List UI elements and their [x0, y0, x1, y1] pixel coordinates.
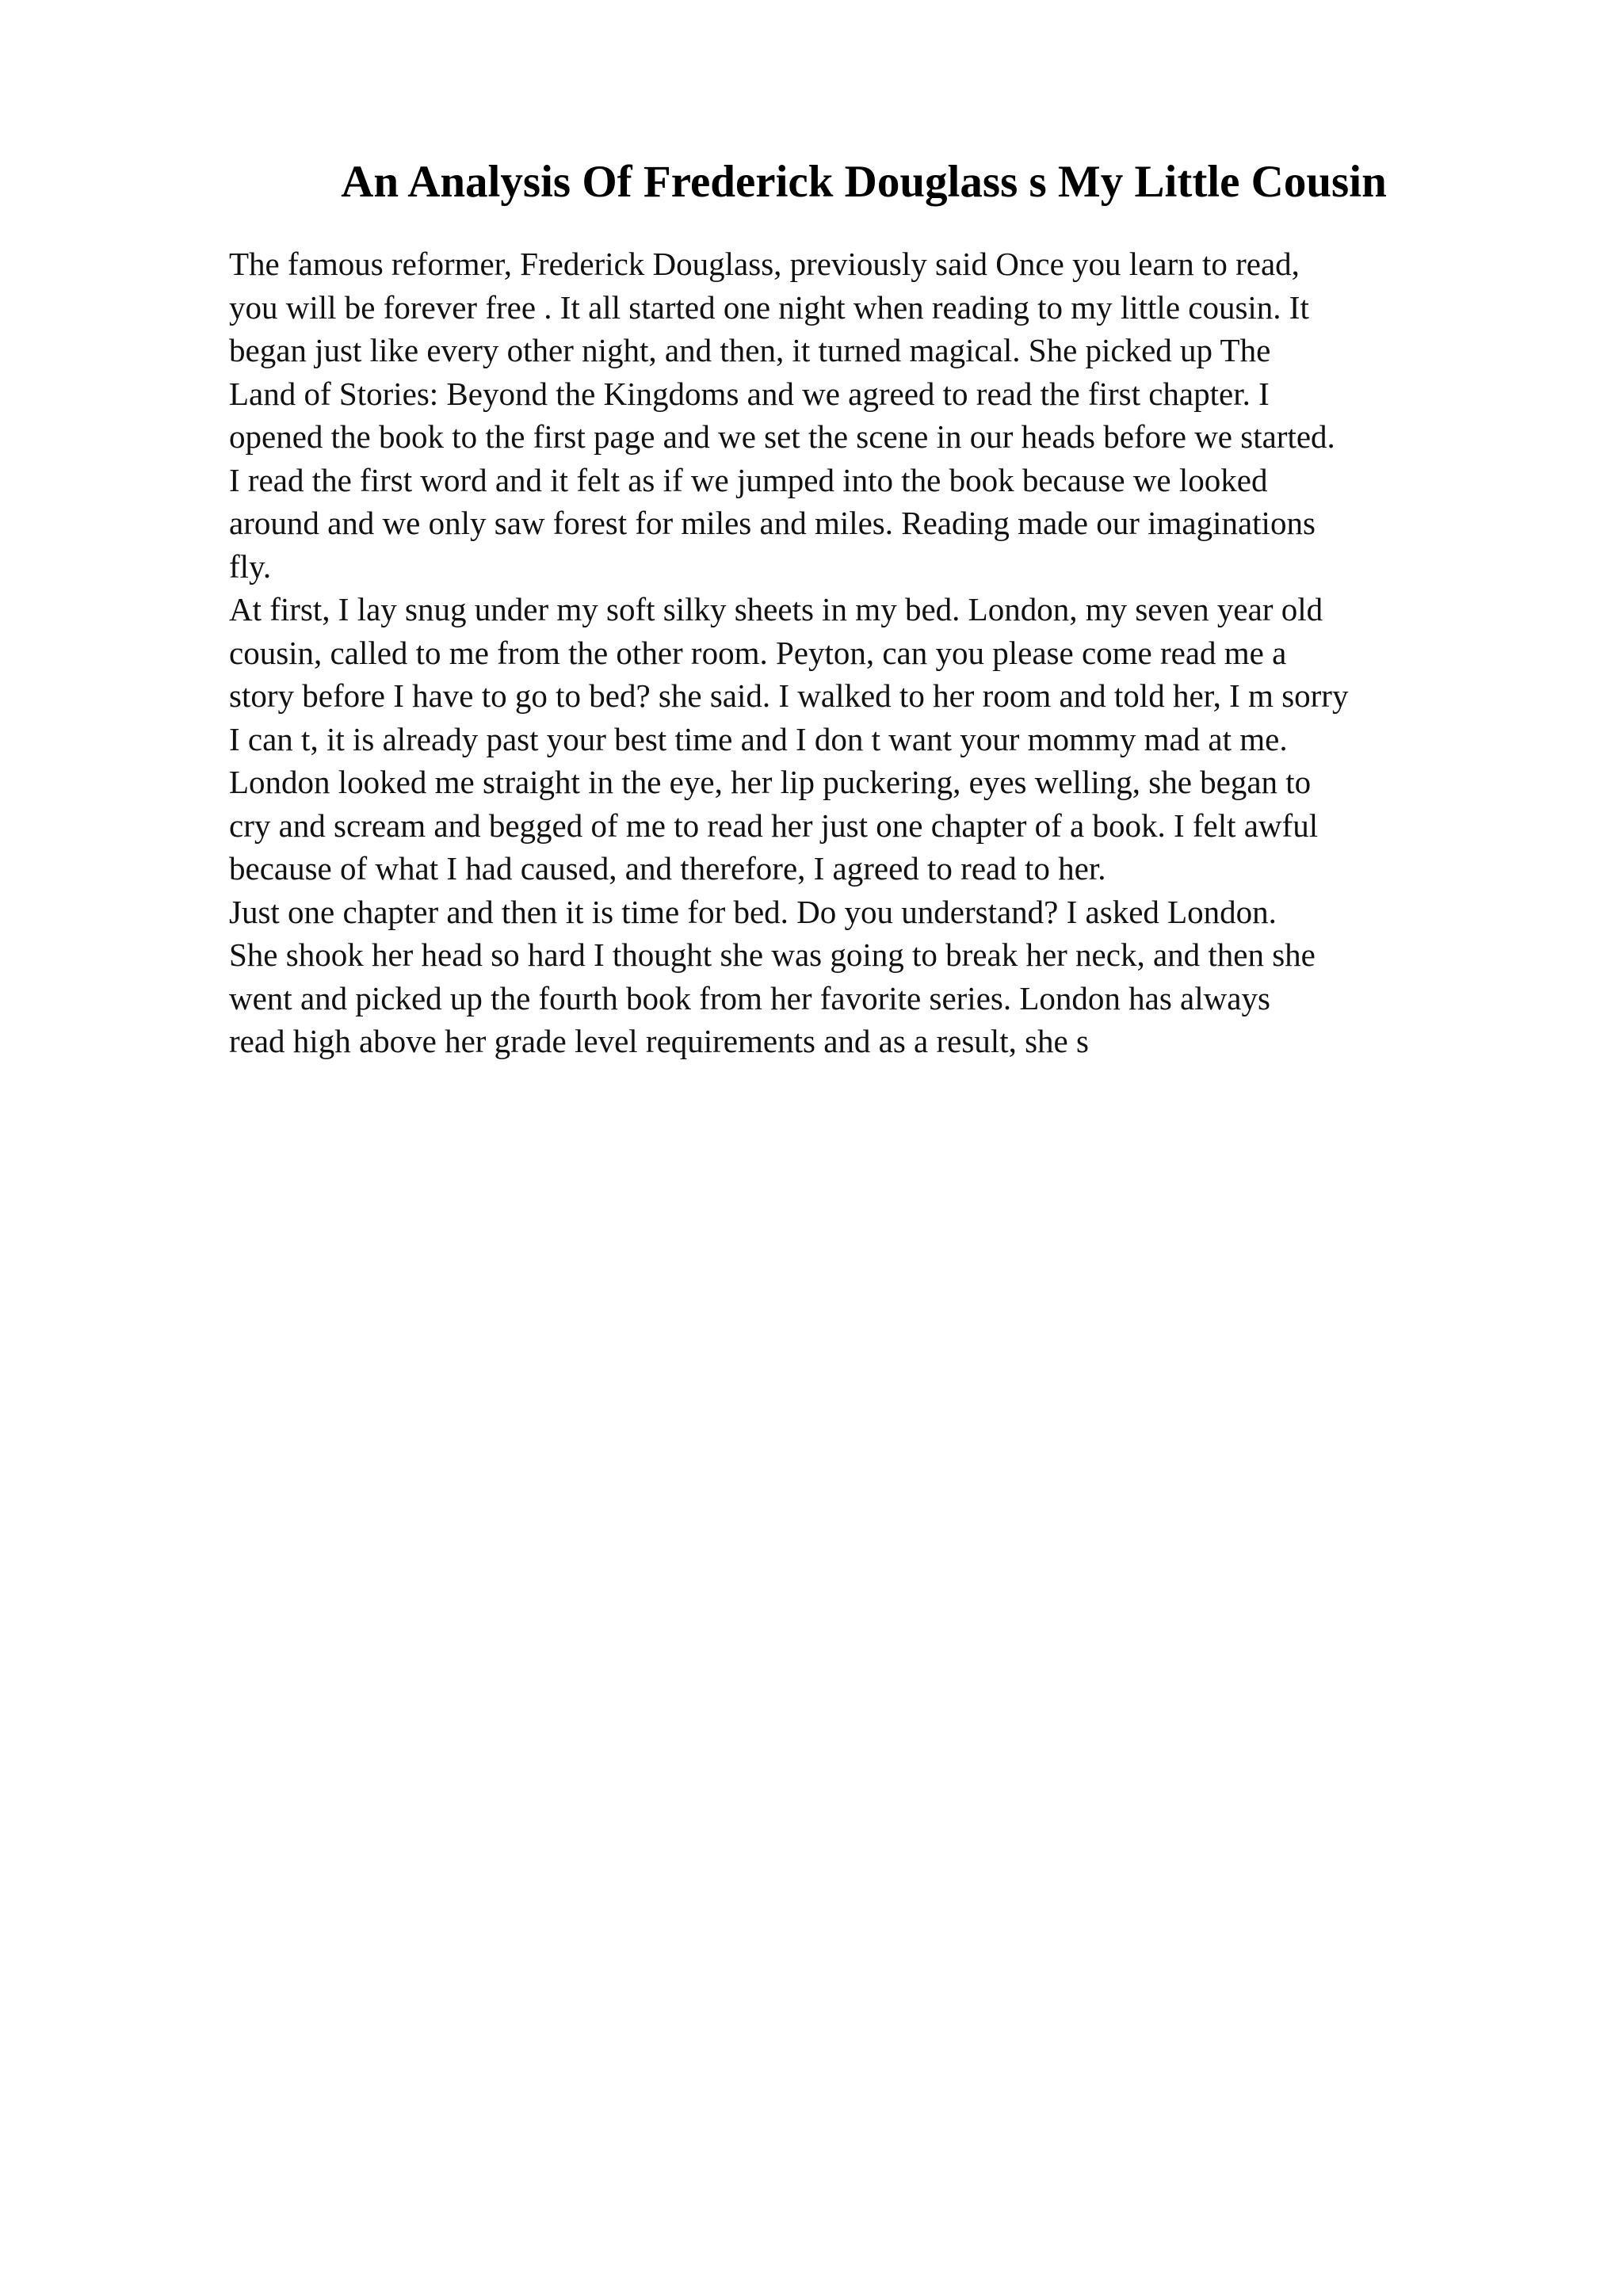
document-title: An Analysis Of Frederick Douglass s My Little Cousin	[341, 157, 1387, 207]
text-line: went and picked up the fourth book from her favorite series. London has always	[229, 979, 1270, 1016]
text-line: read high above her grade level requirements and as a result, she s	[229, 1023, 1089, 1059]
text-line: I read the first word and it felt as if we jumped into the book because we looked	[229, 461, 1268, 498]
text-line: Just one chapter and then it is time for bed. Do you understand? I asked London.	[229, 893, 1277, 930]
text-line: The famous reformer, Frederick Douglass, previously said Once you learn to read,	[229, 246, 1300, 282]
text-line: began just like every other night, and then, it turned magical. She picked up The	[229, 332, 1271, 368]
text-line: cousin, called to me from the other room. Peyton, can you please come read me a	[229, 634, 1287, 671]
text-line: At first, I lay snug under my soft silky sheets in my bed. London, my seven year old	[229, 591, 1323, 627]
text-line: because of what I had caused, and therefore, I agreed to read to her.	[229, 850, 1106, 887]
text-line: London looked me straight in the eye, her lip puckering, eyes welling, she began to	[229, 764, 1312, 800]
text-line: I can t, it is already past your best time and I don t want your mommy mad at me.	[229, 720, 1288, 757]
text-line: fly.	[229, 547, 272, 585]
text-line: story before I have to go to bed? she said. I walked to her room and told her, I m sorry	[229, 677, 1349, 714]
text-line: cry and scream and begged of me to read her just one chapter of a book. I felt awful	[229, 807, 1319, 844]
document-body	[229, 242, 1513, 1063]
text-line: Land of Stories: Beyond the Kingdoms and we agreed to read the first chapter. I	[229, 375, 1270, 412]
text-line: She shook her head so hard I thought she was going to break her neck, and then she	[229, 936, 1316, 973]
text-line: you will be forever free . It all started one night when reading to my little cousin. It	[229, 288, 1309, 326]
text-line: opened the book to the first page and we set the scene in our heads before we started.	[229, 418, 1335, 455]
text-line: around and we only saw forest for miles and miles. Reading made our imaginations	[229, 505, 1316, 541]
